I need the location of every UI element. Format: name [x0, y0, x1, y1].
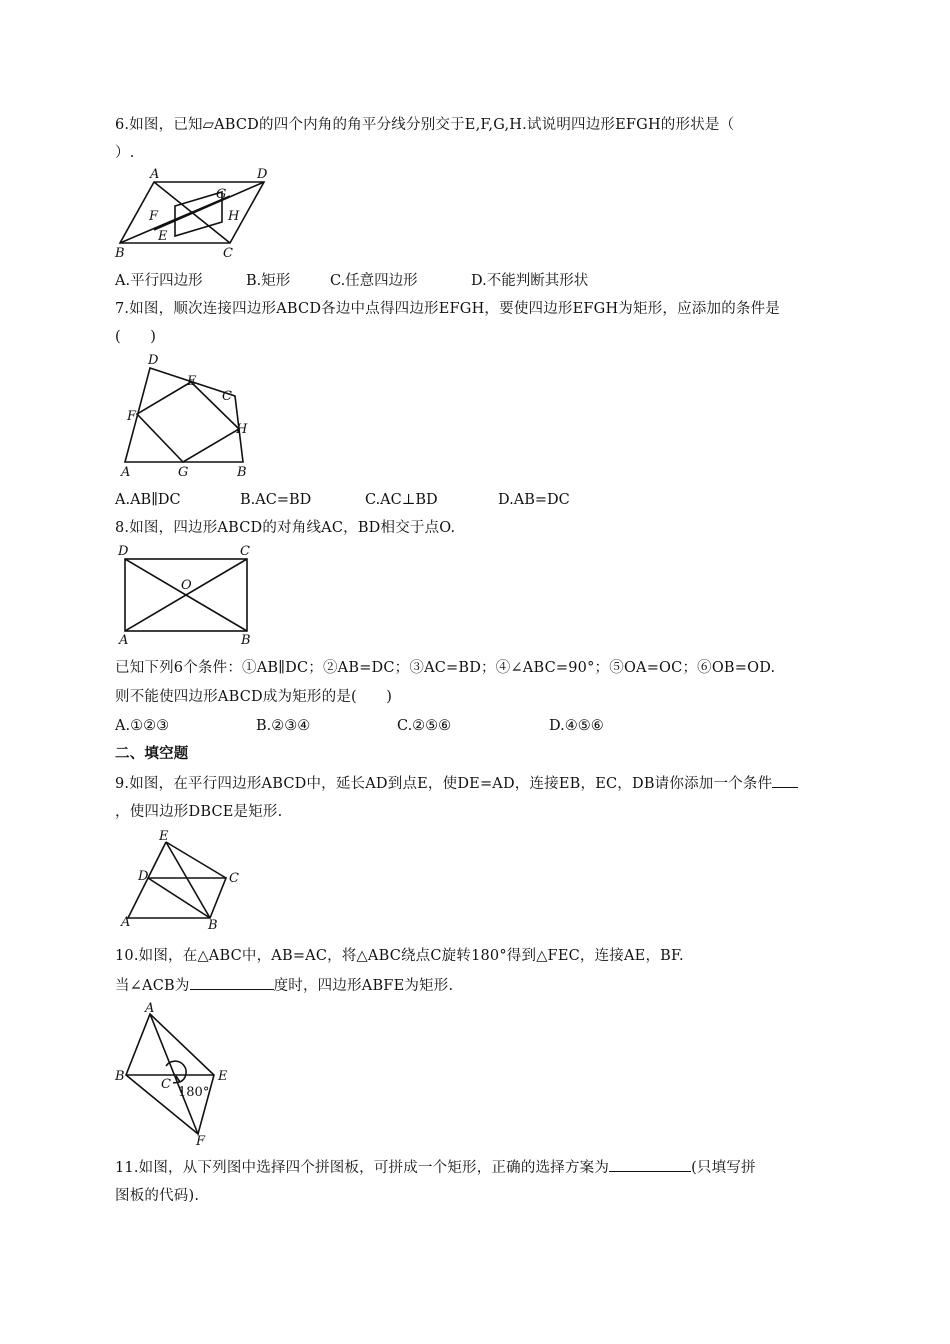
- q7-label-d: D: [148, 353, 159, 368]
- q6-label-c: C: [223, 246, 233, 261]
- q6-option-b[interactable]: B.矩形: [246, 273, 291, 289]
- q6-quadrilateral-efgh: [175, 192, 222, 236]
- q6-label-d: D: [257, 167, 268, 182]
- q7-stem-line1: 7.如图，顺次连接四边形ABCD各边中点得四边形EFGH，要使四边形EFGH为矩形，应添加的条件是: [115, 301, 780, 317]
- q10-stem-text-b: 度时，四边形ABFE为矩形.: [273, 978, 454, 994]
- q10-segment-af: [150, 1014, 198, 1134]
- q8-option-b[interactable]: B.②③④: [256, 718, 311, 734]
- q7-label-a: A: [121, 465, 131, 480]
- q9-label-d: D: [138, 869, 149, 884]
- q7-option-a[interactable]: A.AB∥DC: [115, 492, 181, 508]
- q8-option-d[interactable]: D.④⑤⑥: [549, 718, 604, 734]
- q7-label-e: E: [187, 374, 197, 389]
- q6-label-g: G: [216, 187, 227, 202]
- q8-option-a[interactable]: A.①②③: [115, 718, 170, 734]
- q6-stem-line1: 6.如图，已知▱ABCD的四个内角的角平分线分别交于E,F,G,H.试说明四边形EFGH的形状是（: [115, 117, 735, 133]
- q8-stem-line1: 8.如图，四边形ABCD的对角线AC，BD相交于点O.: [115, 520, 456, 536]
- q8-label-o: O: [181, 578, 192, 593]
- q11-stem-text-b: (只填写拼: [691, 1160, 756, 1176]
- q6-label-b: B: [115, 246, 125, 261]
- q6-option-d[interactable]: D.不能判断其形状: [471, 273, 589, 289]
- q7-label-b: B: [237, 465, 247, 480]
- q6-stem-line2: ）.: [115, 145, 135, 161]
- q7-label-f: F: [127, 409, 137, 424]
- q6-label-h: H: [228, 209, 240, 224]
- q7-label-h: H: [236, 422, 248, 437]
- q10-label-e: E: [218, 1069, 228, 1084]
- q8-label-b: B: [241, 633, 251, 648]
- q10-figure: [112, 1002, 242, 1147]
- q9-label-c: C: [229, 871, 239, 886]
- q6-label-f: F: [149, 209, 159, 224]
- q7-option-b[interactable]: B.AC=BD: [240, 492, 312, 508]
- q10-stem-text-a: 当∠ACB为: [115, 978, 190, 994]
- q6-parallelogram-figure: [112, 168, 282, 263]
- q7-stem-line2: ( ): [115, 329, 157, 345]
- q7-option-d[interactable]: D.AB=DC: [498, 492, 570, 508]
- q8-label-c: C: [240, 544, 250, 559]
- q11-stem-text-a: 11.如图，从下列图中选择四个拼图板，可拼成一个矩形，正确的选择方案为: [115, 1160, 610, 1176]
- q9-label-b: B: [208, 918, 218, 933]
- q10-answer-blank[interactable]: [190, 975, 274, 990]
- q7-label-g: G: [178, 465, 189, 480]
- q10-quadrilateral-abfe: [126, 1014, 214, 1134]
- q8-label-a: A: [119, 633, 129, 648]
- q8-label-d: D: [118, 544, 129, 559]
- q9-stem-line1: [115, 773, 798, 794]
- q6-label-a: A: [150, 167, 160, 182]
- q11-stem-line1: [115, 1157, 756, 1178]
- q10-label-f: F: [196, 1134, 206, 1149]
- q8-rectangle-figure: [115, 543, 265, 648]
- q11-stem-line2: 图板的代码).: [115, 1188, 200, 1204]
- q6-option-c[interactable]: C.任意四边形: [330, 273, 418, 289]
- q8-option-c[interactable]: C.②⑤⑥: [397, 718, 452, 734]
- q9-segment-eb: [166, 842, 210, 918]
- q9-stem-line2: ，使四边形DBCE是矩形.: [115, 804, 283, 820]
- q9-parallelogram-abcd: [128, 878, 226, 918]
- q8-question: 则不能使四边形ABCD成为矩形的是( ): [115, 689, 393, 705]
- q9-segment-de: [148, 842, 166, 878]
- q9-segment-ec: [166, 842, 226, 878]
- q9-answer-blank[interactable]: [772, 773, 798, 788]
- q6-option-a[interactable]: A.平行四边形: [115, 273, 203, 289]
- q11-answer-blank[interactable]: [609, 1157, 691, 1172]
- q9-figure: [118, 829, 248, 933]
- q7-label-c: C: [222, 389, 232, 404]
- q10-stem-line2: [115, 975, 453, 996]
- q10-rotation-angle: 180°: [178, 1085, 210, 1100]
- q9-segment-db: [148, 878, 210, 918]
- q10-label-b: B: [115, 1069, 125, 1084]
- q10-label-c: C: [161, 1077, 171, 1092]
- q7-quadrilateral-figure: [115, 352, 265, 480]
- q6-label-e: E: [158, 229, 168, 244]
- q7-option-c[interactable]: C.AC⊥BD: [365, 492, 438, 508]
- q9-label-a: A: [121, 915, 131, 930]
- q9-label-e: E: [159, 829, 169, 844]
- q8-conditions: 已知下列6个条件：①AB∥DC；②AB=DC；③AC=BD；④∠ABC=90°；⑤OA=OC；⑥OB=OD.: [115, 660, 776, 676]
- q10-stem-line1: 10.如图，在△ABC中，AB=AC，将△ABC绕点C旋转180°得到△FEC，连接AE，BF.: [115, 948, 684, 964]
- q10-label-a: A: [145, 1001, 155, 1016]
- section-fill-in-blank-title: 二、填空题: [115, 746, 189, 762]
- q9-stem-text: 9.如图，在平行四边形ABCD中，延长AD到点E，使DE=AD，连接EB，EC，DB请你添加一个条件: [115, 776, 773, 792]
